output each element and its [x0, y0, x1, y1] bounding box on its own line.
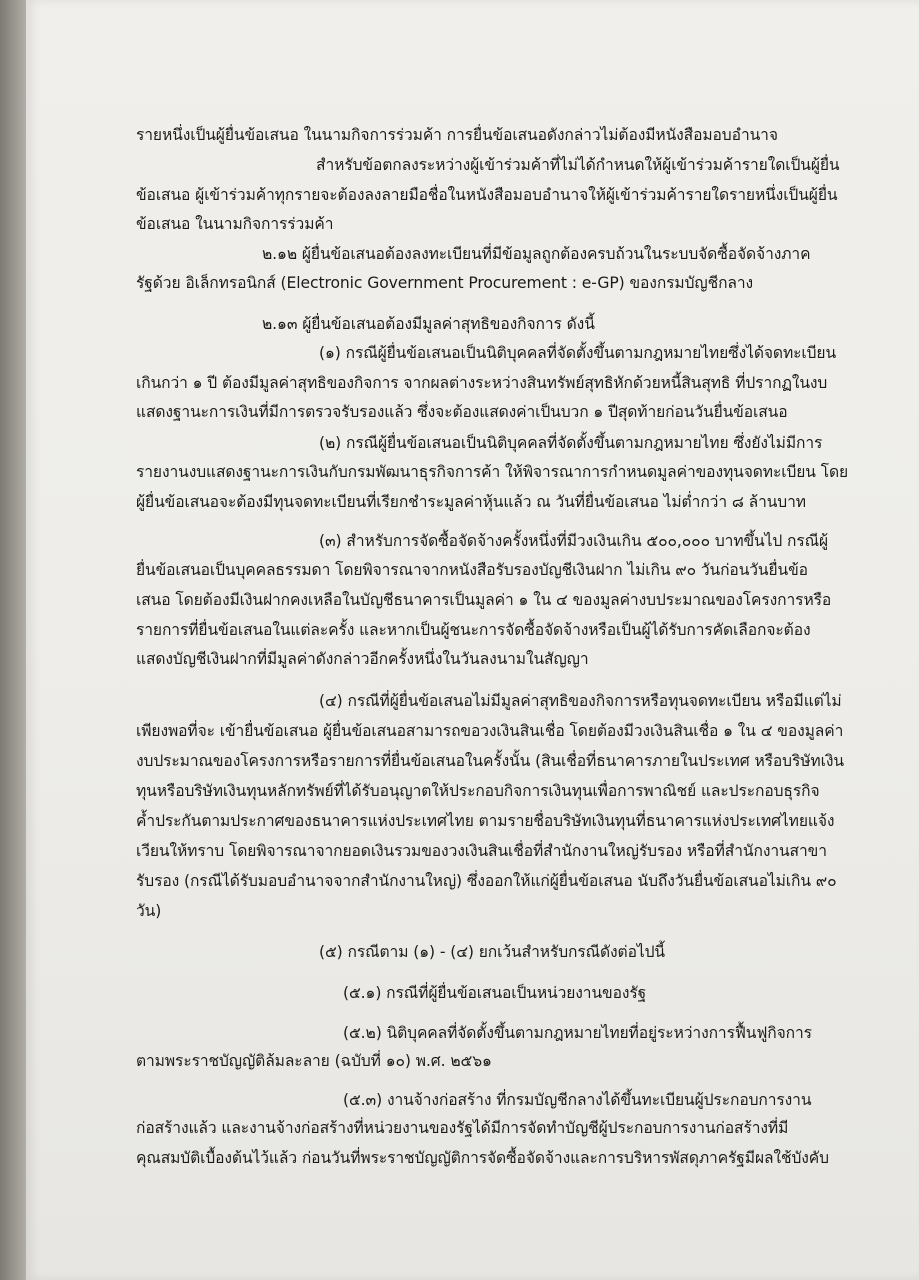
paper-sheet [26, 0, 919, 1280]
text-line: ข้อเสนอ ผู้เข้าร่วมค้าทุกรายจะต้องลงลายมือชื่อในหนังสือมอบอำนาจให้ผู้เข้าร่วมค้ารายใดรายหนึ่งเป็นผู้ยื่น [136, 186, 838, 204]
text-line: (๑) กรณีผู้ยื่นข้อเสนอเป็นนิติบุคคลที่จัดตั้งขึ้นตามกฎหมายไทยซึ่งได้จดทะเบียน [319, 344, 837, 362]
text-line: (๕) กรณีตาม (๑) - (๔) ยกเว้นสำหรับกรณีดังต่อไปนี้ [319, 943, 665, 961]
text-line: สำหรับข้อตกลงระหว่างผู้เข้าร่วมค้าที่ไม่ได้กำหนดให้ผู้เข้าร่วมค้ารายใดเป็นผู้ยื่น [316, 156, 840, 174]
text-line: รับรอง (กรณีได้รับมอบอำนาจจากสำนักงานใหญ่) ซึ่งออกให้แก่ผู้ยื่นข้อเสนอ นับถึงวันยื่นข้อเสนอไม่เกิน ๙๐ [136, 872, 837, 890]
text-line: รัฐด้วย อิเล็กทรอนิกส์ (Electronic Government Procurement : e-GP) ของกรมบัญชีกลาง [136, 274, 754, 292]
text-line: ยื่นข้อเสนอเป็นบุคคลธรรมดา โดยพิจารณาจากหนังสือรับรองบัญชีเงินฝาก ไม่เกิน ๙๐ วันก่อนวันยื่นข้อ [136, 561, 808, 579]
text-line: เสนอ โดยต้องมีเงินฝากคงเหลือในบัญชีธนาคารเป็นมูลค่า ๑ ใน ๔ ของมูลค่างบประมาณของโครงการหรือ [136, 591, 832, 609]
document-body [26, 0, 919, 1280]
text-line: (๕.๑) กรณีที่ผู้ยื่นข้อเสนอเป็นหน่วยงานของรัฐ [343, 984, 647, 1002]
text-line: ก่อสร้างแล้ว และงานจ้างก่อสร้างที่หน่วยงานของรัฐได้มีการจัดทำบัญชีผู้ประกอบการงานก่อสร้างที่มี [136, 1119, 789, 1137]
text-line: ผู้ยื่นข้อเสนอจะต้องมีทุนจดทะเบียนที่เรียกชำระมูลค่าหุ้นแล้ว ณ วันที่ยื่นข้อเสนอ ไม่ต่ำกว่า ๘ ล้านบาท [136, 493, 806, 511]
text-line: รายการที่ยื่นข้อเสนอในแต่ละครั้ง และหากเป็นผู้ชนะการจัดซื้อจัดจ้างหรือเป็นผู้ได้รับการคัดเลือกจะต้อง [136, 621, 811, 639]
text-line: (๕.๓) งานจ้างก่อสร้าง ที่กรมบัญชีกลางได้ขึ้นทะเบียนผู้ประกอบการงาน [343, 1091, 812, 1109]
text-line: แสดงฐานะการเงินที่มีการตรวจรับรองแล้ว ซึ่งจะต้องแสดงค่าเป็นบวก ๑ ปีสุดท้ายก่อนวันยื่นข้อเสนอ [136, 403, 788, 421]
text-line: (๔) กรณีที่ผู้ยื่นข้อเสนอไม่มีมูลค่าสุทธิของกิจการหรือทุนจดทะเบียน หรือมีแต่ไม่ [319, 692, 842, 710]
text-line: ตามพระราชบัญญัติล้มละลาย (ฉบับที่ ๑๐) พ.ศ. ๒๕๖๑ [136, 1052, 492, 1070]
text-line: งบประมาณของโครงการหรือรายการที่ยื่นข้อเสนอในครั้งนั้น (สินเชื่อที่ธนาคารภายในประเทศ หรือบริษัทเงิน [136, 752, 844, 770]
text-line: เวียนให้ทราบ โดยพิจารณาจากยอดเงินรวมของวงเงินสินเชื่อที่สำนักงานใหญ่รับรอง หรือที่สำนักงานสาขา [136, 842, 827, 860]
text-line: ๒.๑๒ ผู้ยื่นข้อเสนอต้องลงทะเบียนที่มีข้อมูลถูกต้องครบถ้วนในระบบจัดซื้อจัดจ้างภาค [262, 245, 811, 263]
text-line: รายหนึ่งเป็นผู้ยื่นข้อเสนอ ในนามกิจการร่วมค้า การยื่นข้อเสนอดังกล่าวไม่ต้องมีหนังสือมอบอำนาจ [136, 126, 778, 144]
text-line: วัน) [136, 902, 162, 920]
text-line: (๓) สำหรับการจัดซื้อจัดจ้างครั้งหนึ่งที่มีวงเงินเกิน ๕๐๐,๐๐๐ บาทขึ้นไป กรณีผู้ [319, 532, 829, 550]
text-line: รายงานงบแสดงฐานะการเงินกับกรมพัฒนาธุรกิจการค้า ให้พิจารณาการกำหนดมูลค่าของทุนจดทะเบียน โดย [136, 463, 849, 481]
text-line: เกินกว่า ๑ ปี ต้องมีมูลค่าสุทธิของกิจการ จากผลต่างระหว่างสินทรัพย์สุทธิหักด้วยหนี้สินสุทธิ ที่ปรากฏในงบ [136, 374, 828, 392]
text-line: (๒) กรณีผู้ยื่นข้อเสนอเป็นนิติบุคคลที่จัดตั้งขึ้นตามกฎหมายไทย ซึ่งยังไม่มีการ [319, 434, 823, 452]
text-line: คุณสมบัติเบื้องต้นไว้แล้ว ก่อนวันที่พระราชบัญญัติการจัดซื้อจัดจ้างและการบริหารพัสดุภาครัฐมีผลใช้บังคับ [136, 1149, 829, 1167]
text-line: ข้อเสนอ ในนามกิจการร่วมค้า [136, 215, 334, 233]
text-line: แสดงบัญชีเงินฝากที่มีมูลค่าดังกล่าวอีกครั้งหนึ่งในวันลงนามในสัญญา [136, 650, 589, 668]
text-line: ๒.๑๓ ผู้ยื่นข้อเสนอต้องมีมูลค่าสุทธิของกิจการ ดังนี้ [262, 315, 595, 333]
text-line: ทุนหรือบริษัทเงินทุนหลักทรัพย์ที่ได้รับอนุญาตให้ประกอบกิจการเงินทุนเพื่อการพาณิชย์ และประกอบธุรกิจ [136, 782, 820, 800]
text-line: เพียงพอที่จะ เข้ายื่นข้อเสนอ ผู้ยื่นข้อเสนอสามารถขอวงเงินสินเชื่อ โดยต้องมีวงเงินสินเชื่อ ๑ ใน ๔ ของมูลค่า [136, 722, 844, 740]
text-line: (๕.๒) นิติบุคคลที่จัดตั้งขึ้นตามกฎหมายไทยที่อยู่ระหว่างการฟื้นฟูกิจการ [343, 1024, 812, 1042]
text-line: ค้ำประกันตามประกาศของธนาคารแห่งประเทศไทย ตามรายชื่อบริษัทเงินทุนที่ธนาคารแห่งประเทศไทยแจ้ง [136, 812, 835, 830]
